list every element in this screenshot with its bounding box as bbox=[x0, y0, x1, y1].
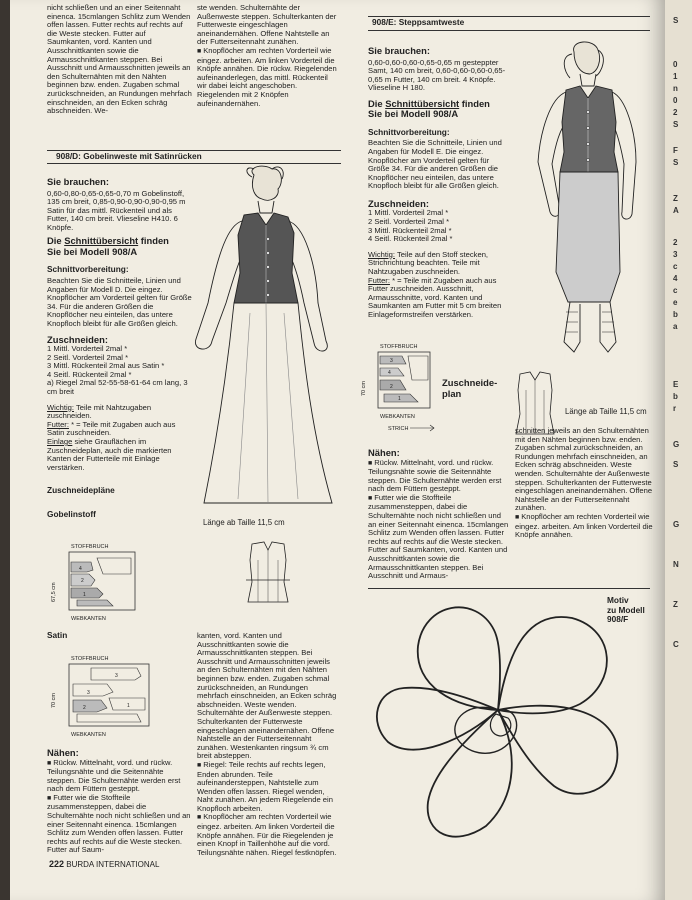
svg-text:1: 1 bbox=[398, 396, 401, 402]
strich-label: STRICH bbox=[388, 426, 409, 432]
edge-char: 4 bbox=[673, 274, 678, 283]
section-heading: Gobelinstoff bbox=[47, 508, 96, 519]
body-text: ■ Futter wie die Stoffteile zusammensteppen, dabei die Schulternähte noch nicht schließen und an einer Seitennaht einenca. 15cmlangen Schlitz zum Wenden offen lassen. Futter rechts auf rechts auf die Weste stecken. Futter auf Saum- bbox=[47, 792, 191, 855]
webkanten-label: WEBKANTEN bbox=[71, 732, 106, 738]
section-divider bbox=[368, 588, 650, 589]
section-divider bbox=[368, 30, 650, 31]
svg-text:3: 3 bbox=[87, 690, 90, 696]
list-item: 1 Mittl. Vorderteil 2mal * bbox=[47, 344, 128, 354]
stoffbruch-label: STOFFBRUCH bbox=[380, 344, 418, 350]
section-heading: Schnittvorbereitung: bbox=[47, 264, 129, 275]
svg-text:2: 2 bbox=[83, 705, 86, 711]
edge-char: A bbox=[673, 206, 679, 215]
motiv-label: Motiv zu Modell 908/F bbox=[607, 595, 645, 624]
edge-char: c bbox=[673, 262, 678, 271]
satin-heading-block bbox=[47, 631, 192, 641]
zuschneideplan-label: Zuschneide- plan bbox=[442, 377, 498, 399]
section-heading: Schnittvorbereitung: bbox=[368, 126, 450, 137]
section-heading: Sie brauchen: bbox=[368, 45, 430, 56]
svg-text:2: 2 bbox=[81, 578, 84, 584]
edge-char: e bbox=[673, 298, 678, 307]
magazine-name: BURDA INTERNATIONAL bbox=[66, 860, 160, 869]
body-text: Wichtig: Teile auf den Stoff stecken, Strichrichtung beachten. Teile mit Nahtzugaben zuschneiden. bbox=[368, 249, 489, 276]
section-heading: Sie bei Modell 908/A bbox=[47, 245, 138, 257]
body-text: ■ Knopflöcher am rechten Vorderteil wie eingez. arbeiten. Am linken Vorderteil die Knöpfe annähen. bbox=[515, 511, 653, 540]
edge-char: C bbox=[673, 640, 679, 649]
edge-char: Z bbox=[673, 194, 678, 203]
body-text: Einlage siehe Grauflächen im Zuschneideplan, auch die markierten Kanten der Futterteile mit Einlage verstärken. bbox=[47, 436, 172, 472]
body-text: Futter: * = Teile mit Zugaben auch aus Futter zuschneiden. Ausschnitt, Armausschnitte, vord. Kanten und Saumkanten am Futter mit 5 cm breiten Einlageformstreifen verstärken. bbox=[368, 275, 502, 319]
list-item: 2 Seitl. Vorderteil 2mal * bbox=[47, 352, 129, 362]
svg-text:3: 3 bbox=[115, 673, 118, 679]
body-text: ■ Rückw. Mittelnaht, vord. und rückw. Teilungsnähte und die Seitennähte steppen. Die Schulternähte werden erst nach dem Füttern gesteppt. bbox=[47, 757, 181, 794]
list-item: 1 Mittl. Vorderteil 2mal * bbox=[368, 208, 449, 218]
list-item: 2 Seitl. Vorderteil 2mal * bbox=[368, 217, 450, 227]
model-e-naehen bbox=[368, 448, 510, 581]
model-e-title: 908/E: Steppsamtweste bbox=[372, 17, 465, 27]
stoffbruch-label: STOFFBRUCH bbox=[71, 544, 109, 550]
body-text: Beachten Sie die Schnitteile, Linien und Angaben für Modell D. Die eingez. Knopflöcher am Vorderteil gelten für Größe 34. Für die anderen Größen die Knopflöcher neu einteilen, das untere Knopfloch bleibt für alle Größen gleich. bbox=[47, 275, 192, 328]
body-text: 0,60-0,80-0,65-0,65-0,70 m Gobelinstoff, 135 cm breit, 0,85-0,90-0,90-0,90-0,95 m Satin für das mittl. Rückenteil und als Futter, 140 cm breit. Vlieseline H410. 6 Knöpfe. bbox=[47, 188, 186, 232]
section-heading: Satin bbox=[47, 630, 68, 640]
width-label: 70 cm bbox=[361, 381, 367, 396]
section-heading: Nähen: bbox=[47, 747, 79, 758]
edge-char: E bbox=[673, 380, 679, 389]
model-d-naehen bbox=[47, 748, 192, 855]
body-text: ■ Knopflöcher am rechten Vorderteil wie eingez. arbeiten. Am linken Vorderteil die Knöpfe annähen. Die rückw. Riegelenden aufeinanderlegen, das mittl. Rückenteil wir dabei leicht angeschoben. Riegelenden mit 2 Knöpfen aufeinandernähen. bbox=[197, 45, 337, 108]
page-footer bbox=[49, 859, 159, 869]
model-d-instructions bbox=[47, 177, 192, 519]
list-item: 3 Mittl. Rückenteil 2mal * bbox=[368, 225, 452, 235]
satin-cutting-plan bbox=[47, 652, 157, 742]
edge-char: F bbox=[673, 146, 678, 155]
next-page-edge bbox=[665, 0, 692, 900]
body-text: ■ Riegel: Teile rechts auf rechts legen, Enden abrunden. Teile aufeinandersteppen, Nahtstelle zum Wenden offen lassen. Riegel wenden, Naht zunähen. An jedem Riegelende ein Knopfloch arbeiten. bbox=[197, 759, 333, 813]
svg-text:2: 2 bbox=[390, 384, 393, 390]
edge-char: c bbox=[673, 286, 678, 295]
width-label: 70 cm bbox=[51, 693, 57, 708]
middle-top-text-block bbox=[197, 4, 339, 108]
svg-text:4: 4 bbox=[388, 370, 391, 376]
section-heading: Die Schnittübersicht finden bbox=[47, 235, 169, 247]
page-number: 222 bbox=[49, 859, 65, 869]
edge-char: n bbox=[673, 84, 678, 93]
gobelin-cutting-plan bbox=[47, 540, 147, 630]
body-text: ste wenden. Schulternähte der Außenweste steppen. Schulterkanten der Futterweste eingeschlagen aneinandernähen. Offene Nahtstelle an der Futterseitennaht zunähen. bbox=[197, 3, 337, 47]
edge-char: G bbox=[673, 520, 680, 529]
model-e-instructions bbox=[368, 46, 510, 320]
svg-text:3: 3 bbox=[390, 358, 393, 364]
edge-char: S bbox=[673, 158, 679, 167]
edge-char: S bbox=[673, 120, 679, 129]
body-text: 0,60-0,60-0,60-0,65-0,65 m gesteppter Samt, 140 cm breit, 0,60-0,60-0,60-0,65-0,65 m Futter, 140 cm breit. 4 Knöpfe. Vlieseline H 180. bbox=[368, 57, 506, 93]
section-heading: Sie brauchen: bbox=[47, 176, 109, 187]
body-text: kanten, vord. Kanten und Ausschnittkanten sowie die Armausschnittkanten steppen. Bei Ausschnitt und Armausschnitten jeweils an den Schulternähten mit den Nähten beginnen bzw. enden. Zugaben schmal zurückschneiden, an Rundungen mehrfach einschneiden, an Ecken schräg abschneiden. Weste wenden. Schulternähte der Außenweste steppen. Schulterkanten der Futterweste eingeschlagen aneinandernähen. Offene Nahtstelle an der Futterseitennaht zunähen. Westenkanten ringsum ¾ cm breit absteppen. bbox=[197, 631, 337, 761]
edge-char: 1 bbox=[673, 72, 678, 81]
edge-char: 0 bbox=[673, 96, 678, 105]
list-item: 3 Mittl. Rückenteil 2mal aus Satin * bbox=[47, 361, 165, 371]
edge-char: 2 bbox=[673, 108, 678, 117]
body-text: ■ Knopflöcher am rechten Vorderteil wie eingez. arbeiten. Am linken Vorderteil die Knöpfe annähen. Für die Riegelenden je einen Knopf in Taillenhöhe auf die vord. Teilungsnähte nähen. Riegel festknöpfen. bbox=[197, 812, 337, 857]
model-e-fashion-illustration bbox=[520, 42, 660, 362]
body-text: nicht schließen und an einer Seitennaht einenca. 15cmlangen Schlitz zum Wenden offen lassen. Futter rechts auf rechts auf die Weste stecken. Futter auf Saumkanten, vord. Kanten und Ausschnittkanten sowie die Armausschnittkanten steppen. Bei Ausschnitt und Armausschnitten jeweils an den Schulternähten mit den Nähten beginnen bzw. enden. Zugaben schmal zurückschneiden, an Rundungen mehrfach einschneiden, an den Ecken schräg abschneiden. We- bbox=[47, 3, 192, 116]
body-text: Futter: * = Teile mit Zugaben auch aus Satin zuschneiden. bbox=[47, 419, 176, 438]
model-d-naehen-continued bbox=[197, 632, 339, 857]
section-heading: Zuschneiden: bbox=[47, 333, 108, 345]
svg-text:4: 4 bbox=[79, 566, 82, 572]
body-text: Wichtig: Teile mit Nahtzugaben zuschneiden. bbox=[47, 402, 152, 421]
section-heading: Zuschneiden: bbox=[368, 197, 429, 209]
section-heading: Sie bei Modell 908/A bbox=[368, 108, 459, 120]
magazine-page bbox=[10, 0, 665, 900]
webkanten-label: WEBKANTEN bbox=[71, 616, 106, 622]
edge-char: 2 bbox=[673, 238, 678, 247]
list-item: 4 Seitl. Rückenteil 2mal * bbox=[368, 234, 453, 244]
list-item: 4 Seitl. Rückenteil 2mal * bbox=[47, 369, 132, 379]
body-text: schnitten jeweils an den Schulternähten mit den Nähten beginnen bzw. enden. Zugaben schmal zurückschneiden, an Rundungen mehrfach einschneiden, an Ecken schräg abschneiden. Weste wenden. Schulternähte der Außenweste steppen. Schulterkanten der Futterweste eingeschlagen aneinandernähen. Offene Nahtstelle an der Futterseitennaht zunähen. bbox=[515, 426, 653, 513]
body-text: ■ Rückw. Mittelnaht, vord. und rückw. Teilungsnähte sowie die Seitennähte steppen. Die Schulternähte werden erst nach dem Füttern gesteppt. bbox=[368, 457, 502, 494]
edge-char: G bbox=[673, 440, 680, 449]
model-e-cutting-plan bbox=[358, 340, 448, 435]
section-heading: Nähen: bbox=[368, 447, 400, 458]
section-heading: Die Schnittübersicht finden bbox=[368, 97, 490, 109]
webkanten-label: WEBKANTEN bbox=[380, 414, 415, 420]
model-d-fashion-illustration bbox=[188, 163, 348, 518]
body-text: ■ Futter wie die Stoffteile zusammensteppen, dabei die Schulternähte noch nicht schließen und an einer Seitennaht einenca. 15cmlangen Schlitz zum Wenden offen lassen. Futter rechts auf rechts auf die Weste stecken. Futter auf Saumkanten, vord. Kanten und Ausschnittkanten sowie die Armausschnittkanten steppen. Bei Ausschnitt und Armaus- bbox=[368, 492, 509, 581]
edge-char: b bbox=[673, 392, 678, 401]
edge-char: a bbox=[673, 322, 678, 331]
left-top-text-block bbox=[47, 4, 192, 116]
list-item: a) Riegel 2mal 52-55-58-61-64 cm lang, 3 cm breit bbox=[47, 378, 188, 396]
width-label: 67,5 cm bbox=[51, 582, 57, 602]
edge-char: r bbox=[673, 404, 677, 413]
edge-char: 0 bbox=[673, 60, 678, 69]
section-heading: Zuschneidepläne bbox=[47, 485, 115, 496]
edge-char: S bbox=[673, 16, 679, 25]
edge-char: Z bbox=[673, 600, 678, 609]
model-d-back-view bbox=[238, 540, 298, 610]
edge-char: S bbox=[673, 460, 679, 469]
model-d-title: 908/D: Gobelinweste mit Satinrücken bbox=[56, 151, 202, 161]
flower-motif bbox=[368, 590, 638, 855]
edge-char: 3 bbox=[673, 250, 678, 259]
edge-char: N bbox=[673, 560, 679, 569]
length-caption: Länge ab Taille 11,5 cm bbox=[203, 518, 285, 527]
svg-text:1: 1 bbox=[83, 592, 86, 598]
stoffbruch-label: STOFFBRUCH bbox=[71, 656, 109, 662]
length-caption: Länge ab Taille 11,5 cm bbox=[565, 407, 647, 416]
edge-char: b bbox=[673, 310, 678, 319]
svg-text:1: 1 bbox=[127, 703, 130, 709]
body-text: Beachten Sie die Schnitteile, Linien und Angaben für Modell E. Die eingez. Knopflöcher am Vorderteil gelten für Größe 34. Für die anderen Größen die Knopflöcher neu einteilen, das untere Knopfloch bleibt für alle Größen gleich. bbox=[368, 138, 502, 191]
model-e-naehen-continued bbox=[515, 427, 653, 540]
